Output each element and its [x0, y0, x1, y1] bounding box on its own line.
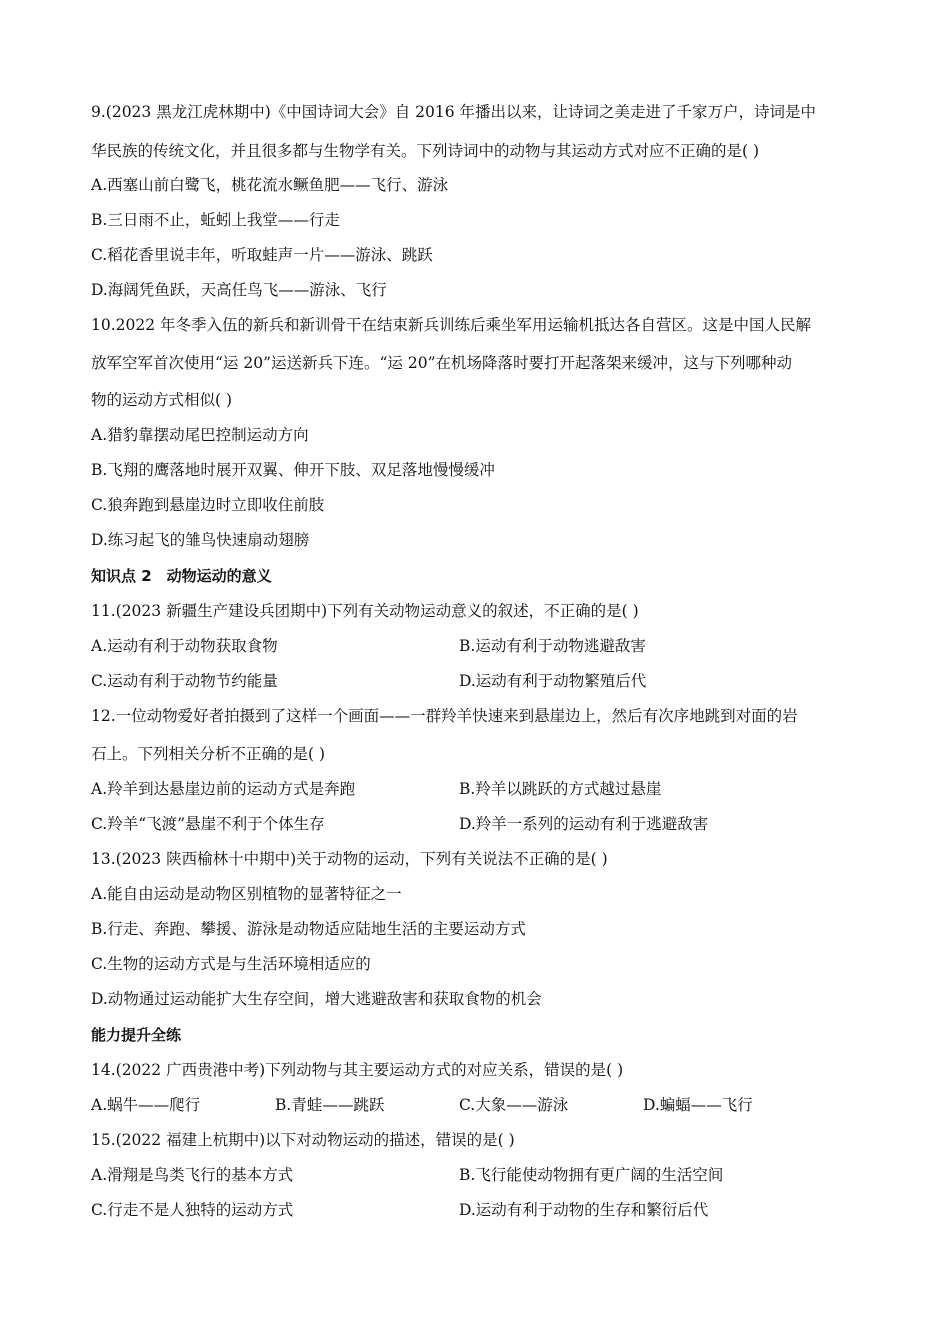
- q9-option-b: B.三日雨不止，蚯蚓上我堂——行走: [91, 211, 340, 229]
- section-heading-knowledge-point-2: 知识点 2 动物运动的意义: [91, 567, 272, 585]
- q12-options-row-2: [91, 814, 871, 834]
- q11-option-c: C.运动有利于动物节约能量: [91, 672, 278, 690]
- q14-option-a: A.蜗牛——爬行: [91, 1096, 201, 1114]
- q10-option-a: A.猎豹靠摆动尾巴控制运动方向: [91, 426, 309, 444]
- q15-options-row-1: [91, 1165, 871, 1185]
- q14-option-c: C.大象——游泳: [459, 1096, 569, 1114]
- q10-stem-line-1: 10.2022 年冬季入伍的新兵和新训骨干在结束新兵训练后乘坐军用运输机抵达各自营区。这是中国人民解: [91, 316, 812, 334]
- q12-stem-line-1: 12.一位动物爱好者拍摄到了这样一个画面——一群羚羊快速来到悬崖边上，然后有次序地跳到对面的岩: [91, 707, 798, 725]
- q9-option-a: A.西塞山前白鹭飞，桃花流水鳜鱼肥——飞行、游泳: [91, 176, 449, 194]
- q11-option-b: B.运动有利于动物逃避敌害: [459, 637, 646, 655]
- q10-stem-line-2: 放军空军首次使用“运 20”运送新兵下连。“运 20”在机场降落时要打开起落架来缓冲，这与下列哪种动: [91, 354, 792, 372]
- q12-option-a: A.羚羊到达悬崖边前的运动方式是奔跑: [91, 780, 356, 798]
- q10-option-b: B.飞翔的鹰落地时展开双翼、伸开下肢、双足落地慢慢缓冲: [91, 461, 495, 479]
- q9-stem-line-1: 9.(2023 黑龙江虎林期中)《中国诗词大会》自 2016 年播出以来，让诗词之美走进了千家万户，诗词是中: [91, 103, 817, 121]
- q12-option-c: C.羚羊“飞渡”悬崖不利于个体生存: [91, 815, 325, 833]
- q11-options-row-2: [91, 671, 871, 691]
- q12-option-d: D.羚羊一系列的运动有利于逃避敌害: [459, 815, 709, 833]
- q9-option-c: C.稻花香里说丰年，听取蛙声一片——游泳、跳跃: [91, 246, 433, 264]
- q15-options-row-2: [91, 1200, 871, 1220]
- q10-option-c: C.狼奔跑到悬崖边时立即收住前肢: [91, 496, 325, 514]
- q14-option-b: B.青蛙——跳跃: [275, 1096, 385, 1114]
- q15-option-c: C.行走不是人独特的运动方式: [91, 1201, 294, 1219]
- q11-options-row-1: [91, 636, 871, 656]
- q13-option-c: C.生物的运动方式是与生活环境相适应的: [91, 955, 371, 973]
- q13-option-d: D.动物通过运动能扩大生存空间，增大逃避敌害和获取食物的机会: [91, 990, 542, 1008]
- q15-option-b: B.飞行能使动物拥有更广阔的生活空间: [459, 1166, 724, 1184]
- q10-stem-line-3: 物的运动方式相似( ): [91, 391, 233, 409]
- q13-stem: 13.(2023 陕西榆林十中期中)关于动物的运动，下列有关说法不正确的是( ): [91, 850, 608, 868]
- q13-option-b: B.行走、奔跑、攀援、游泳是动物适应陆地生活的主要运动方式: [91, 920, 526, 938]
- section-heading-ability-practice: 能力提升全练: [91, 1026, 182, 1044]
- q12-option-b: B.羚羊以跳跃的方式越过悬崖: [459, 780, 662, 798]
- q12-options-row-1: [91, 779, 871, 799]
- q15-option-a: A.滑翔是鸟类飞行的基本方式: [91, 1166, 294, 1184]
- q14-option-d: D.蝙蝠——飞行: [643, 1096, 753, 1114]
- q14-stem: 14.(2022 广西贵港中考)下列动物与其主要运动方式的对应关系，错误的是( ): [91, 1061, 624, 1079]
- q10-option-d: D.练习起飞的雏鸟快速扇动翅膀: [91, 531, 310, 549]
- q15-option-d: D.运动有利于动物的生存和繁衍后代: [459, 1201, 709, 1219]
- q13-option-a: A.能自由运动是动物区别植物的显著特征之一: [91, 885, 402, 903]
- q15-stem: 15.(2022 福建上杭期中)以下对动物运动的描述，错误的是( ): [91, 1131, 515, 1149]
- q9-option-d: D.海阔凭鱼跃，天高任鸟飞——游泳、飞行: [91, 281, 387, 299]
- q11-option-a: A.运动有利于动物获取食物: [91, 637, 278, 655]
- q9-stem-line-2: 华民族的传统文化，并且很多都与生物学有关。下列诗词中的动物与其运动方式对应不正确的是( ): [91, 142, 760, 160]
- q12-stem-line-2: 石上。下列相关分析不正确的是( ): [91, 745, 326, 763]
- q14-options-row: [91, 1095, 871, 1115]
- q11-option-d: D.运动有利于动物繁殖后代: [459, 672, 647, 690]
- q11-stem: 11.(2023 新疆生产建设兵团期中)下列有关动物运动意义的叙述，不正确的是( ): [91, 602, 639, 620]
